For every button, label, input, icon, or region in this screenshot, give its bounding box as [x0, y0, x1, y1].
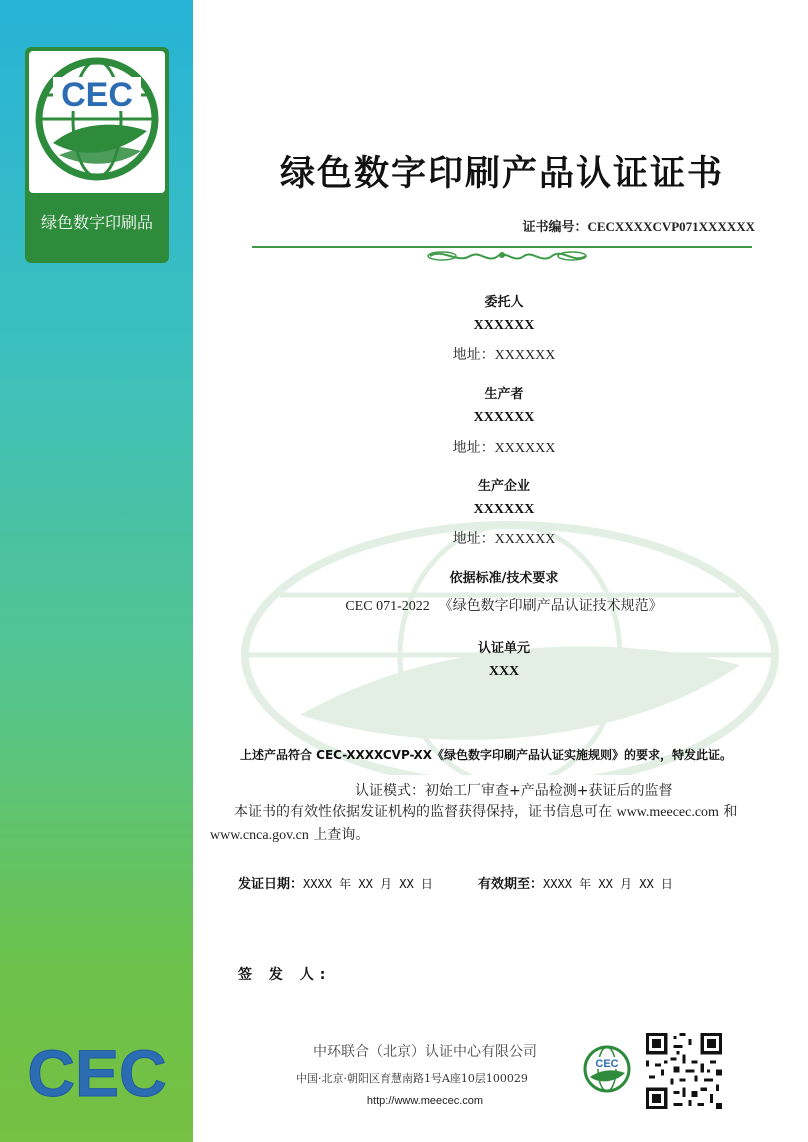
client-label: 委托人 [484, 295, 524, 310]
address-value: XXXXXX [494, 532, 556, 547]
address-value: XXXXXX [494, 348, 556, 363]
conformity-statement: 上述产品符合 CEC-XXXXCVP-XX《绿色数字印刷产品认证实施规则》的要求，特发此证。 [240, 748, 733, 762]
expiry-date [478, 873, 673, 892]
sidebar-band [0, 0, 193, 1142]
certificate-number [522, 216, 755, 235]
standard-code: CEC 071-2022 [345, 599, 430, 614]
issue-date [238, 873, 433, 892]
client-name: XXXXXX [473, 318, 535, 333]
producer-label: 生产者 [484, 387, 524, 402]
website-link: www.cnca.gov.cn [210, 828, 309, 843]
website-link: www.meecec.com [616, 805, 719, 820]
issue-date-value: XXXX 年 XX 月 XX 日 [303, 877, 433, 891]
organization-address: 中国·北京·朝阳区育慧南路1号A座10层100029 [296, 1072, 528, 1085]
standard-value [200, 595, 808, 615]
validity-text: 上查询。 [308, 827, 370, 843]
logo-caption: 绿色数字印刷品 [40, 213, 153, 232]
certificate-number-value: CECXXXXCVP071XXXXXX [587, 219, 755, 234]
organization-url: http://www.meecec.com [366, 1095, 484, 1107]
issue-date-label: 发证日期： [238, 877, 304, 892]
expiry-date-value: XXXX 年 XX 月 XX 日 [543, 877, 673, 891]
qr-code-icon [646, 1033, 722, 1109]
address-label: 地址： [452, 347, 495, 363]
globe-leaf-emblem [29, 51, 165, 193]
expiry-date-label: 有效期至： [478, 877, 544, 892]
validity-text: 和 [718, 804, 738, 820]
svg-text:CEC: CEC [61, 76, 133, 114]
standard-label: 依据标准/技术要求 [449, 571, 559, 586]
cec-logo-card [25, 47, 169, 263]
manufacturer-address [200, 528, 808, 548]
manufacturer-name: XXXXXX [473, 502, 535, 517]
validity-statement [210, 801, 770, 847]
signatory-label: 签 发 人: [238, 967, 332, 983]
address-label: 地址： [452, 440, 495, 456]
organization-name: 中环联合（北京）认证中心有限公司 [313, 1044, 537, 1060]
address-value: XXXXXX [494, 441, 556, 456]
producer-address [200, 437, 808, 457]
certificate-title: 绿色数字印刷产品认证证书 [279, 154, 724, 194]
certification-mode: 认证模式：初始工厂审查+产品检测+获证后的监督 [355, 783, 673, 799]
cec-logo [29, 51, 165, 193]
client-address [200, 344, 808, 364]
unit-label: 认证单元 [477, 641, 530, 656]
manufacturer-label: 生产企业 [477, 479, 530, 494]
standard-name: 《绿色数字印刷产品认证技术规范》 [438, 598, 663, 614]
unit-value: XXX [488, 664, 520, 679]
certificate-number-label: 证书编号： [522, 220, 588, 235]
svg-text:CEC: CEC [595, 1058, 619, 1070]
address-label: 地址： [452, 531, 495, 547]
validity-text: 本证书的有效性依据发证机构的监督获得保持，证书信息可在 [234, 804, 617, 820]
ornamental-divider [252, 242, 752, 266]
producer-name: XXXXXX [473, 410, 535, 425]
cec-seal-icon [583, 1045, 631, 1093]
svg-text:CEC: CEC [27, 1040, 167, 1100]
cec-bottom-logo [20, 1040, 175, 1100]
